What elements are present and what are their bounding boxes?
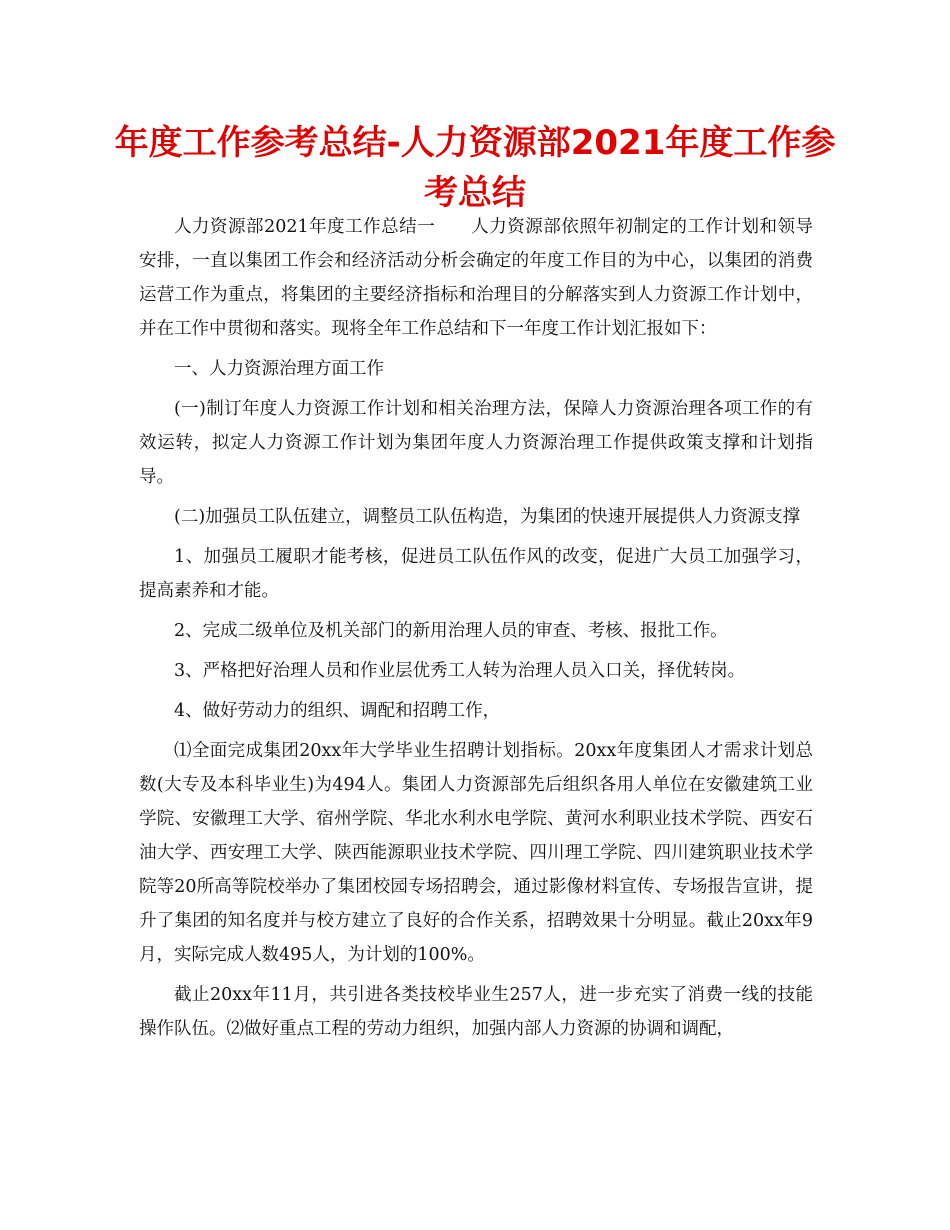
list-item-4: 4、做好劳动力的组织、调配和招聘工作， [174, 701, 501, 721]
paragraph-item-2: (二)加强员工队伍建立，调整员工队伍构造，为集团的快速开展提供人力资源支撑 [174, 507, 801, 527]
document-title: 年度工作参考总结-人力资源部2021年度工作参考总结 [114, 123, 836, 213]
paragraph-item-1: (一)制订年度人力资源工作计划和相关治理方法，保障人力资源治理各项工作的有效运转，拟定人力资源工作计划为集团年度人力资源治理工作提供政策支撑和计划指导。 [139, 399, 813, 487]
list-item-1: 1、加强员工履职才能考核，促进员工队伍作风的改变，促进广大员工加强学习，提高素养和才能。 [139, 547, 813, 601]
section-heading-hr-management: 一、人力资源治理方面工作 [174, 359, 384, 379]
paragraph-recruitment: ⑴全面完成集团20xx年大学毕业生招聘计划指标。20xx年度集团人才需求计划总数(大专及本科毕业生)为494人。集团人力资源部先后组织各用人单位在安徽建筑工业学院、安徽理工大学、宿州学院、华北水利水电学院、黄河水利职业技术学院、西安石油大学、西安理工大学、陕西能源职业技术学院、四川理工学院、四川建筑职业技术学院等20所高等院校举办了集团校园专场招聘会，通过影像材料宣传、专场报告宣讲，提升了集团的知名度并与校方建立了良好的合作关系，招聘效果十分明显。截止20xx年9月，实际完成人数495人，为计划的100%。 [139, 741, 813, 965]
paragraph-technical-graduates: 截止20xx年11月，共引进各类技校毕业生257人，进一步充实了消费一线的技能操作队伍。⑵做好重点工程的劳动力组织，加强内部人力资源的协调和调配， [139, 985, 813, 1039]
document-body [139, 210, 813, 1052]
list-item-2: 2、完成二级单位及机关部门的新用治理人员的审查、考核、报批工作。 [174, 621, 728, 641]
paragraph-intro: 人力资源部2021年度工作总结一 人力资源部依照年初制定的工作计划和领导安排，一直以集团工作会和经济活动分析会确定的年度工作目的为中心，以集团的消费运营工作为重点，将集团的主要经济指标和治理目的分解落实到人力资源工作计划中，并在工作中贯彻和落实。现将全年工作总结和下一年度工作计划汇报如下： [139, 217, 813, 339]
list-item-3: 3、严格把好治理人员和作业层优秀工人转为治理人员入口关，择优转岗。 [174, 661, 746, 681]
